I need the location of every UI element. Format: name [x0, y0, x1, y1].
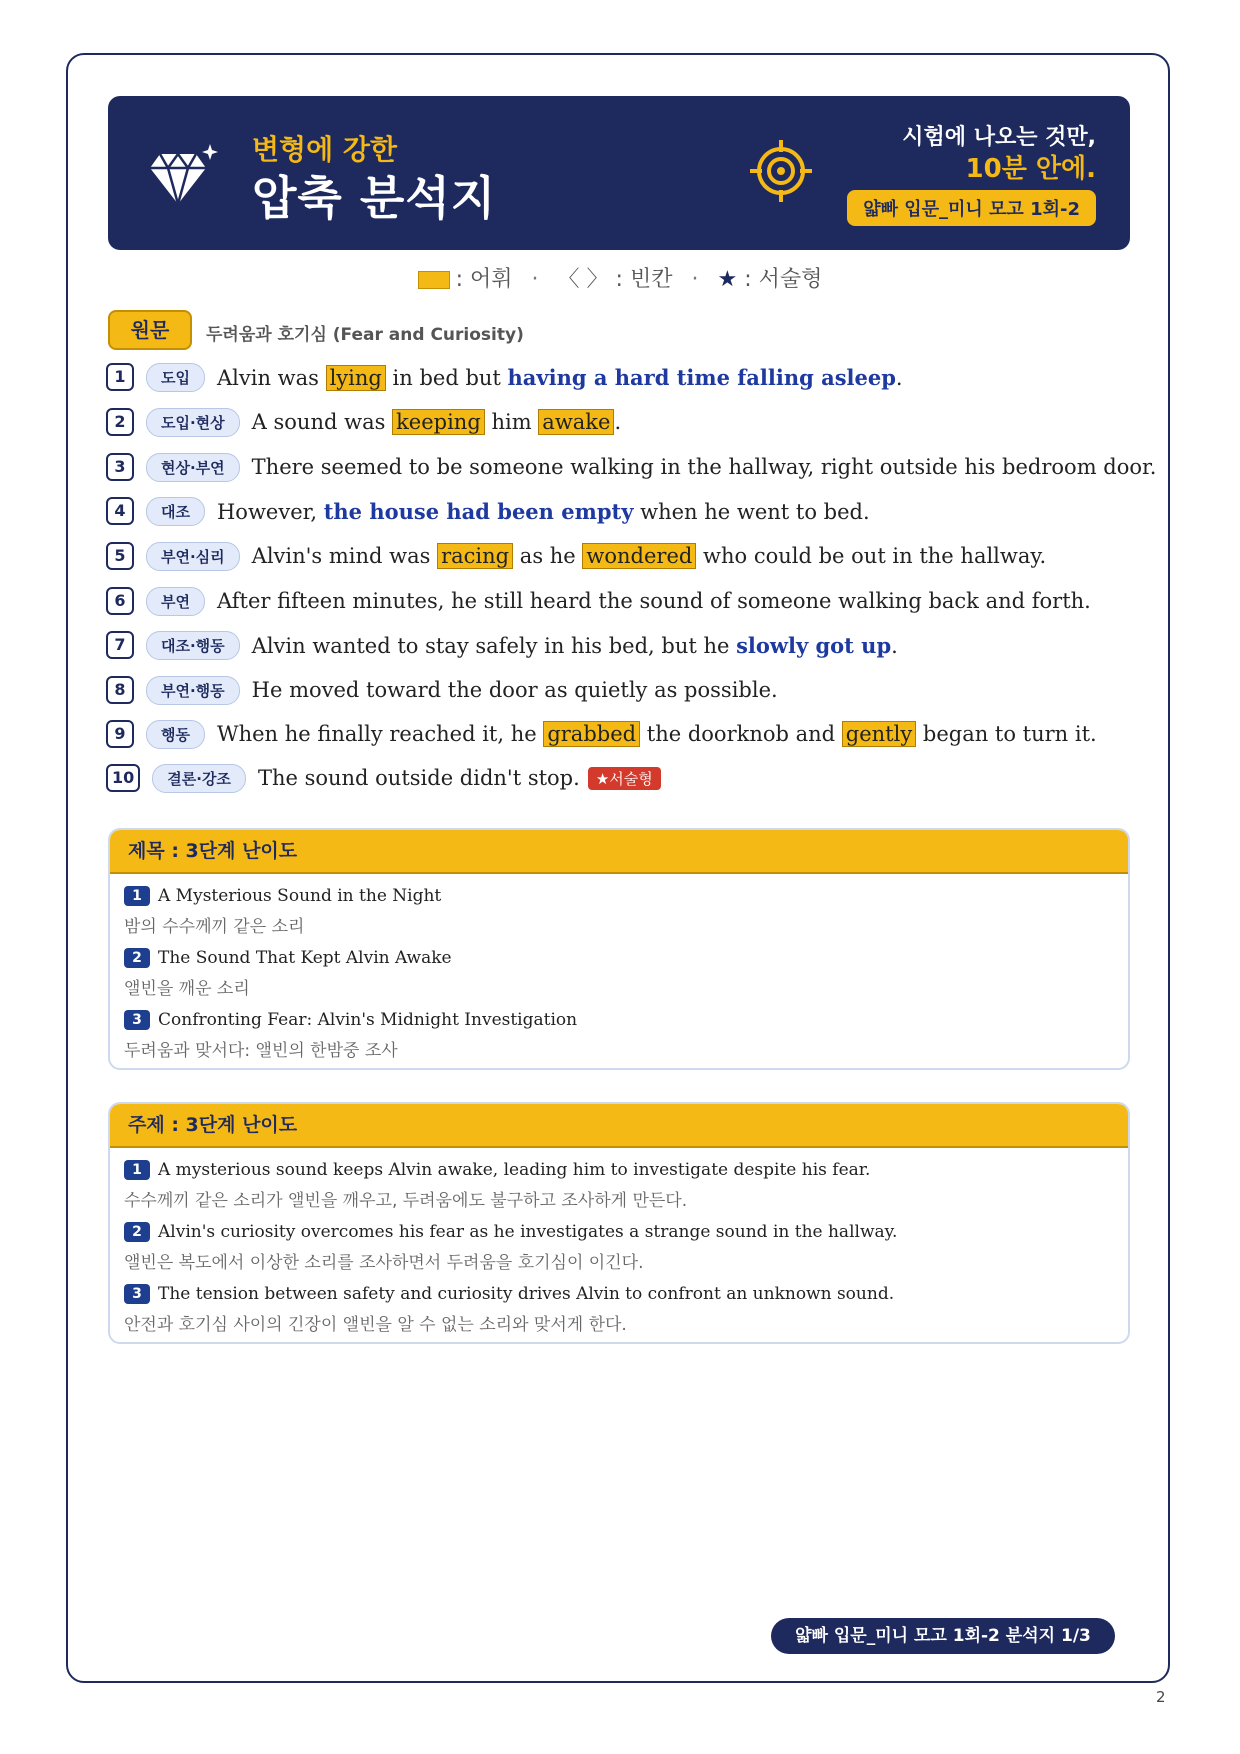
theme-box — [108, 1102, 1130, 1344]
title-en: Confronting Fear: Alvin's Midnight Investigation — [158, 1010, 578, 1030]
sentence-tag: 부연·심리 — [146, 542, 240, 571]
sentence-text: Alvin's mind was racing as he wondered who could be out in the hallway. — [251, 544, 1047, 568]
key-phrase: having a hard time falling asleep — [507, 364, 896, 390]
sentence-tag: 대조·행동 — [146, 631, 240, 660]
sentence-row — [106, 584, 1091, 618]
title-ko: 밤의 수수께끼 같은 소리 — [124, 917, 305, 937]
legend-vocab: : 어휘 — [455, 267, 513, 292]
item-number: 1 — [124, 886, 150, 906]
theme-ko: 수수께끼 같은 소리가 앨빈을 깨우고, 두려움에도 불구하고 조사하게 만든다. — [124, 1191, 688, 1211]
original-badge: 원문 — [108, 310, 192, 350]
sentence-row — [106, 494, 870, 528]
vocab-highlight: racing — [437, 543, 513, 569]
header-tagline-1: 시험에 나오는 것만, — [902, 125, 1096, 150]
title-item — [124, 948, 452, 999]
sentence-number: 2 — [106, 408, 134, 436]
key-phrase: the house had been empty — [323, 498, 634, 524]
sentence-text: There seemed to be someone walking in the hallway, right outside his bedroom door. — [251, 455, 1157, 479]
header-badge: 얇빠 입문_미니 모고 1회-2 — [847, 190, 1096, 226]
sentence-number: 5 — [106, 542, 134, 570]
sentence-row — [106, 673, 778, 707]
sentence-tag: 도입·현상 — [146, 408, 240, 437]
title-en: A Mysterious Sound in the Night — [158, 886, 442, 906]
item-number: 1 — [124, 1160, 150, 1180]
header-title: 압축 분석지 — [252, 171, 497, 225]
title-box-heading: 제목 : 3단계 난이도 — [110, 830, 1128, 874]
legend-essay: : 서술형 — [744, 267, 823, 292]
sentence-row — [106, 539, 1046, 573]
sentence-number: 9 — [106, 720, 134, 748]
sentence-text: He moved toward the door as quietly as possible. — [251, 678, 778, 702]
sentence-text: After fifteen minutes, he still heard the sound of someone walking back and forth. — [216, 589, 1091, 613]
theme-item — [124, 1160, 870, 1211]
sentence-row — [106, 360, 903, 394]
sentence-text: However, the house had been empty when he went to bed. — [216, 498, 870, 524]
sentence-number: 7 — [106, 631, 134, 659]
sentence-tag: 부연·행동 — [146, 676, 240, 705]
sentence-tag: 결론·강조 — [152, 764, 246, 793]
theme-en: Alvin's curiosity overcomes his fear as he investigates a strange sound in the hallway. — [158, 1222, 898, 1242]
title-item — [124, 886, 441, 937]
sentence-text: A sound was keeping him awake . — [251, 410, 622, 434]
sentence-tag: 도입 — [146, 363, 205, 392]
legend-dot: · — [531, 267, 539, 292]
sentence-number: 6 — [106, 587, 134, 615]
item-number: 3 — [124, 1010, 150, 1030]
vocab-swatch — [418, 271, 450, 289]
theme-box-heading: 주제 : 3단계 난이도 — [110, 1104, 1128, 1148]
sentence-tag: 부연 — [146, 587, 205, 616]
theme-item — [124, 1284, 894, 1335]
theme-en: A mysterious sound keeps Alvin awake, leading him to investigate despite his fear. — [158, 1160, 871, 1180]
sentence-text: Alvin wanted to stay safely in his bed, but he slowly got up. — [251, 632, 898, 658]
sentence-number: 10 — [106, 764, 140, 792]
vocab-highlight: grabbed — [543, 721, 640, 747]
sentence-tag: 현상·부연 — [146, 453, 240, 482]
title-en: The Sound That Kept Alvin Awake — [158, 948, 452, 968]
vocab-highlight: lying — [326, 365, 386, 391]
legend-blank-symbol: 〈 〉 — [557, 267, 609, 292]
sentence-text: The sound outside didn't stop. — [257, 766, 580, 790]
footer-label: 얇빠 입문_미니 모고 1회-2 분석지 1/3 — [771, 1618, 1115, 1654]
sentence-row — [106, 717, 1097, 751]
theme-item — [124, 1222, 897, 1273]
vocab-highlight: gently — [842, 721, 916, 747]
vocab-highlight: awake — [538, 409, 614, 435]
sentence-tag: 대조 — [146, 497, 205, 526]
target-icon — [748, 138, 814, 204]
sentence-row — [106, 761, 661, 795]
title-ko: 두려움과 맞서다: 앨빈의 한밤중 조사 — [124, 1041, 398, 1061]
diamond-icon — [148, 140, 218, 210]
page-number: 2 — [1156, 1688, 1166, 1706]
item-number: 2 — [124, 948, 150, 968]
sentence-number: 1 — [106, 363, 134, 391]
header-banner — [108, 96, 1130, 250]
sentence-number: 3 — [106, 453, 134, 481]
legend-blank: : 빈칸 — [615, 267, 673, 292]
header-subtitle: 변형에 강한 — [252, 133, 397, 166]
header-tagline-2: 10분 안에. — [965, 154, 1096, 184]
item-number: 2 — [124, 1222, 150, 1242]
vocab-highlight: wondered — [582, 543, 696, 569]
sentence-text: When he finally reached it, he grabbed the doorknob and gently began to turn it. — [216, 722, 1097, 746]
theme-ko: 앨빈은 복도에서 이상한 소리를 조사하면서 두려움을 호기심이 이긴다. — [124, 1253, 644, 1273]
vocab-highlight: keeping — [392, 409, 485, 435]
legend-dot: · — [691, 267, 699, 292]
theme-en: The tension between safety and curiosity drives Alvin to confront an unknown sound. — [158, 1284, 895, 1304]
title-box — [108, 828, 1130, 1070]
item-number: 3 — [124, 1284, 150, 1304]
title-ko: 앨빈을 깨운 소리 — [124, 979, 250, 999]
key-phrase: slowly got up — [736, 632, 892, 658]
sentence-number: 4 — [106, 497, 134, 525]
original-title: 두려움과 호기심 (Fear and Curiosity) — [206, 325, 524, 345]
essay-badge: ★서술형 — [588, 767, 661, 790]
sentence-text: Alvin was lying in bed but having a hard time falling asleep. — [216, 364, 903, 390]
sentence-row — [106, 628, 898, 662]
sentence-row — [106, 405, 621, 439]
theme-ko: 안전과 호기심 사이의 긴장이 앨빈을 알 수 없는 소리와 맞서게 한다. — [124, 1315, 627, 1335]
sentence-tag: 행동 — [146, 720, 205, 749]
legend — [0, 262, 1240, 293]
sentence-row — [106, 450, 1156, 484]
star-icon: ★ — [717, 267, 738, 292]
title-item — [124, 1010, 577, 1061]
sentence-number: 8 — [106, 676, 134, 704]
